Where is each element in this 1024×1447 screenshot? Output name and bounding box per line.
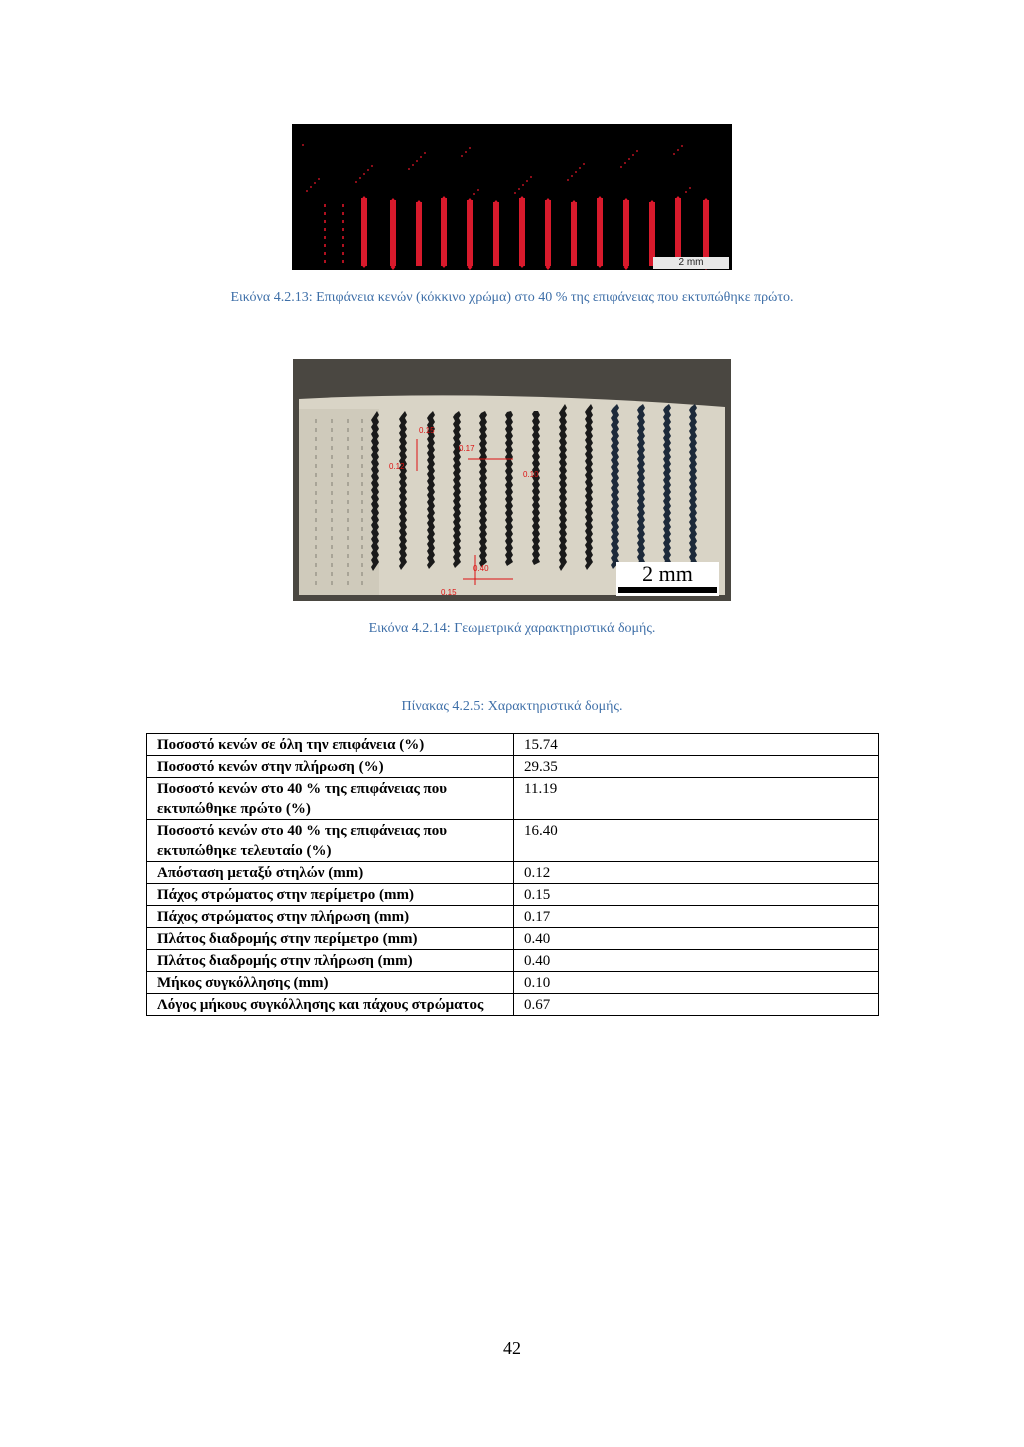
void-speck bbox=[342, 260, 344, 263]
void-speck bbox=[342, 252, 344, 255]
row-label: Πλάτος διαδρομής στην περίμετρο (mm) bbox=[147, 928, 514, 950]
void-speck bbox=[412, 164, 414, 166]
void-speck bbox=[571, 175, 573, 177]
row-label: Ποσοστό κενών στην πλήρωση (%) bbox=[147, 756, 514, 778]
perimeter-mark bbox=[315, 563, 317, 567]
void-speck bbox=[367, 169, 369, 171]
perimeter-mark bbox=[315, 455, 317, 459]
perimeter-mark bbox=[361, 428, 363, 432]
void-map-image bbox=[292, 124, 732, 270]
void-speck bbox=[579, 167, 581, 169]
scale-bar bbox=[616, 562, 719, 596]
void-speck bbox=[342, 228, 344, 231]
void-speck bbox=[324, 228, 326, 231]
void-column bbox=[493, 202, 499, 266]
perimeter-mark bbox=[315, 554, 317, 558]
perimeter-mark bbox=[361, 563, 363, 567]
row-value: 0.10 bbox=[514, 972, 879, 994]
perimeter-mark bbox=[361, 419, 363, 423]
perimeter-mark bbox=[361, 437, 363, 441]
dimension-label: 0.10 bbox=[523, 470, 539, 479]
void-speck bbox=[575, 171, 577, 173]
void-speck bbox=[324, 212, 326, 215]
scale-bar-label: 2 mm bbox=[653, 257, 729, 269]
perimeter-mark bbox=[361, 554, 363, 558]
perimeter-mark bbox=[331, 455, 333, 459]
perimeter-mark bbox=[331, 572, 333, 576]
row-value: 16.40 bbox=[514, 820, 879, 862]
void-speck bbox=[342, 220, 344, 223]
void-speck bbox=[530, 176, 532, 178]
perimeter-mark bbox=[315, 500, 317, 504]
table-row bbox=[147, 778, 879, 820]
perimeter-mark bbox=[361, 581, 363, 585]
perimeter-mark bbox=[361, 473, 363, 477]
table-row bbox=[147, 950, 879, 972]
void-speck bbox=[363, 173, 365, 175]
perimeter-mark bbox=[331, 545, 333, 549]
perimeter-mark bbox=[361, 527, 363, 531]
void-speck bbox=[420, 156, 422, 158]
row-value: 29.35 bbox=[514, 756, 879, 778]
perimeter-mark bbox=[347, 554, 349, 558]
perimeter-mark bbox=[331, 437, 333, 441]
page-number: 42 bbox=[503, 1338, 521, 1358]
perimeter-mark bbox=[331, 419, 333, 423]
perimeter-mark bbox=[315, 419, 317, 423]
table-row bbox=[147, 862, 879, 884]
perimeter-mark bbox=[361, 482, 363, 486]
perimeter-mark bbox=[315, 581, 317, 585]
perimeter-mark bbox=[347, 527, 349, 531]
perimeter-mark bbox=[347, 428, 349, 432]
void-column bbox=[390, 200, 396, 266]
perimeter-mark bbox=[315, 572, 317, 576]
perimeter-mark bbox=[331, 491, 333, 495]
perimeter-mark bbox=[331, 500, 333, 504]
void-map-graphic bbox=[292, 124, 732, 270]
row-label: Ποσοστό κενών στο 40 % της επιφάνειας που εκτυπώθηκε πρώτο (%) bbox=[147, 778, 514, 820]
void-speck bbox=[681, 145, 683, 147]
void-column bbox=[623, 200, 629, 266]
perimeter-mark bbox=[361, 464, 363, 468]
void-speck bbox=[583, 163, 585, 165]
row-label: Πάχος στρώματος στην περίμετρο (mm) bbox=[147, 884, 514, 906]
void-speck bbox=[324, 244, 326, 247]
void-speck bbox=[318, 178, 320, 180]
perimeter-mark bbox=[361, 536, 363, 540]
void-speck bbox=[342, 212, 344, 215]
perimeter-mark bbox=[347, 437, 349, 441]
table-caption: Πίνακας 4.2.5: Χαρακτηριστικά δομής. bbox=[401, 699, 623, 714]
perimeter-mark bbox=[361, 572, 363, 576]
void-speck bbox=[408, 168, 410, 170]
void-column bbox=[571, 202, 577, 266]
void-speck bbox=[636, 150, 638, 152]
perimeter-mark bbox=[331, 581, 333, 585]
row-value: 0.12 bbox=[514, 862, 879, 884]
perimeter-mark bbox=[331, 509, 333, 513]
perimeter-mark bbox=[331, 554, 333, 558]
dimension-label: 0.12 bbox=[389, 462, 405, 471]
perimeter-mark bbox=[331, 428, 333, 432]
void-speck bbox=[461, 155, 463, 157]
void-speck bbox=[469, 147, 471, 149]
table-row bbox=[147, 928, 879, 950]
figure-caption-4-2-13: Εικόνα 4.2.13: Επιφάνεια κενών (κόκκινο χρώμα) στο 40 % της επιφάνειας που εκτυπώθηκε πρώτο. bbox=[230, 290, 794, 305]
structure-properties-table bbox=[146, 733, 879, 1016]
void-speck bbox=[522, 184, 524, 186]
perimeter-mark bbox=[315, 482, 317, 486]
dimension-label: 0.17 bbox=[459, 444, 475, 453]
void-speck bbox=[477, 189, 479, 191]
void-channel bbox=[371, 411, 379, 571]
row-value: 15.74 bbox=[514, 734, 879, 756]
perimeter-mark bbox=[347, 491, 349, 495]
perimeter-mark bbox=[331, 527, 333, 531]
void-channel bbox=[399, 411, 407, 570]
perimeter-mark bbox=[361, 500, 363, 504]
scale-bar-label: 2 mm bbox=[642, 561, 693, 586]
row-label: Ποσοστό κενών σε όλη την επιφάνεια (%) bbox=[147, 734, 514, 756]
perimeter-mark bbox=[331, 482, 333, 486]
row-value: 0.40 bbox=[514, 928, 879, 950]
table-row bbox=[147, 734, 879, 756]
table-row bbox=[147, 756, 879, 778]
perimeter-mark bbox=[361, 446, 363, 450]
void-column bbox=[597, 198, 603, 266]
perimeter-mark bbox=[315, 536, 317, 540]
void-column bbox=[467, 200, 473, 266]
table-row bbox=[147, 972, 879, 994]
row-value: 0.67 bbox=[514, 994, 879, 1016]
row-value: 0.15 bbox=[514, 884, 879, 906]
void-speck bbox=[359, 177, 361, 179]
void-speck bbox=[632, 154, 634, 156]
void-column bbox=[519, 198, 525, 266]
void-speck bbox=[355, 181, 357, 183]
void-speck bbox=[416, 160, 418, 162]
perimeter-mark bbox=[361, 455, 363, 459]
perimeter-mark bbox=[315, 437, 317, 441]
perimeter-mark bbox=[315, 527, 317, 531]
perimeter-mark bbox=[347, 482, 349, 486]
perimeter-mark bbox=[347, 464, 349, 468]
table-row bbox=[147, 994, 879, 1016]
void-speck bbox=[624, 162, 626, 164]
void-speck bbox=[371, 165, 373, 167]
void-speck bbox=[424, 152, 426, 154]
void-column bbox=[545, 200, 551, 266]
void-speck bbox=[324, 260, 326, 263]
perimeter-mark bbox=[315, 545, 317, 549]
perimeter-mark bbox=[347, 545, 349, 549]
scale-bar-line bbox=[618, 587, 717, 593]
void-speck bbox=[342, 204, 344, 207]
row-value: 11.19 bbox=[514, 778, 879, 820]
void-speck bbox=[306, 190, 308, 192]
void-column bbox=[441, 198, 447, 266]
void-speck bbox=[310, 186, 312, 188]
perimeter-mark bbox=[361, 491, 363, 495]
void-column bbox=[416, 202, 422, 266]
void-speck bbox=[324, 220, 326, 223]
dimension-label: 0.40 bbox=[473, 564, 489, 573]
void-speck bbox=[620, 166, 622, 168]
figure-caption-4-2-14: Εικόνα 4.2.14: Γεωμετρικά χαρακτηριστικά δομής. bbox=[368, 621, 656, 636]
void-column bbox=[361, 198, 367, 266]
perimeter-mark bbox=[331, 473, 333, 477]
perimeter-mark bbox=[347, 500, 349, 504]
perimeter-mark bbox=[331, 518, 333, 522]
void-speck bbox=[628, 158, 630, 160]
void-speck bbox=[689, 187, 691, 189]
perimeter-mark bbox=[331, 563, 333, 567]
void-speck bbox=[342, 244, 344, 247]
perimeter-mark bbox=[331, 536, 333, 540]
void-speck bbox=[518, 188, 520, 190]
void-speck bbox=[567, 179, 569, 181]
perimeter-mark bbox=[361, 545, 363, 549]
void-speck bbox=[465, 151, 467, 153]
void-column bbox=[675, 198, 681, 266]
row-label: Πάχος στρώματος στην πλήρωση (mm) bbox=[147, 906, 514, 928]
row-label: Ποσοστό κενών στο 40 % της επιφάνειας που εκτυπώθηκε τελευταίο (%) bbox=[147, 820, 514, 862]
perimeter-mark bbox=[347, 419, 349, 423]
perimeter-mark bbox=[315, 446, 317, 450]
void-speck bbox=[685, 191, 687, 193]
row-label: Λόγος μήκους συγκόλλησης και πάχους στρώματος bbox=[147, 994, 514, 1016]
table-row bbox=[147, 884, 879, 906]
void-speck bbox=[673, 153, 675, 155]
perimeter-mark bbox=[315, 464, 317, 468]
row-value: 0.40 bbox=[514, 950, 879, 972]
perimeter-mark bbox=[315, 491, 317, 495]
table-row bbox=[147, 820, 879, 862]
perimeter-mark bbox=[361, 509, 363, 513]
perimeter-mark bbox=[347, 473, 349, 477]
table-row bbox=[147, 906, 879, 928]
row-value: 0.17 bbox=[514, 906, 879, 928]
perimeter-region bbox=[299, 409, 379, 595]
perimeter-mark bbox=[331, 446, 333, 450]
perimeter-mark bbox=[347, 455, 349, 459]
void-speck bbox=[302, 144, 304, 146]
perimeter-mark bbox=[347, 536, 349, 540]
perimeter-mark bbox=[361, 518, 363, 522]
row-label: Μήκος συγκόλλησης (mm) bbox=[147, 972, 514, 994]
void-speck bbox=[324, 204, 326, 207]
perimeter-mark bbox=[331, 464, 333, 468]
perimeter-mark bbox=[347, 509, 349, 513]
void-speck bbox=[514, 192, 516, 194]
void-speck bbox=[342, 236, 344, 239]
perimeter-mark bbox=[347, 563, 349, 567]
void-speck bbox=[473, 193, 475, 195]
void-speck bbox=[526, 180, 528, 182]
row-label: Απόσταση μεταξύ στηλών (mm) bbox=[147, 862, 514, 884]
perimeter-mark bbox=[347, 518, 349, 522]
void-speck bbox=[324, 236, 326, 239]
dimension-label: 0.15 bbox=[441, 588, 457, 597]
perimeter-mark bbox=[315, 473, 317, 477]
dimension-label: 0.15 bbox=[419, 426, 435, 435]
perimeter-mark bbox=[347, 581, 349, 585]
row-label: Πλάτος διαδρομής στην πλήρωση (mm) bbox=[147, 950, 514, 972]
perimeter-mark bbox=[347, 446, 349, 450]
perimeter-mark bbox=[347, 572, 349, 576]
perimeter-mark bbox=[315, 428, 317, 432]
void-speck bbox=[677, 149, 679, 151]
void-speck bbox=[324, 252, 326, 255]
void-speck bbox=[314, 182, 316, 184]
perimeter-mark bbox=[315, 509, 317, 513]
perimeter-mark bbox=[315, 518, 317, 522]
